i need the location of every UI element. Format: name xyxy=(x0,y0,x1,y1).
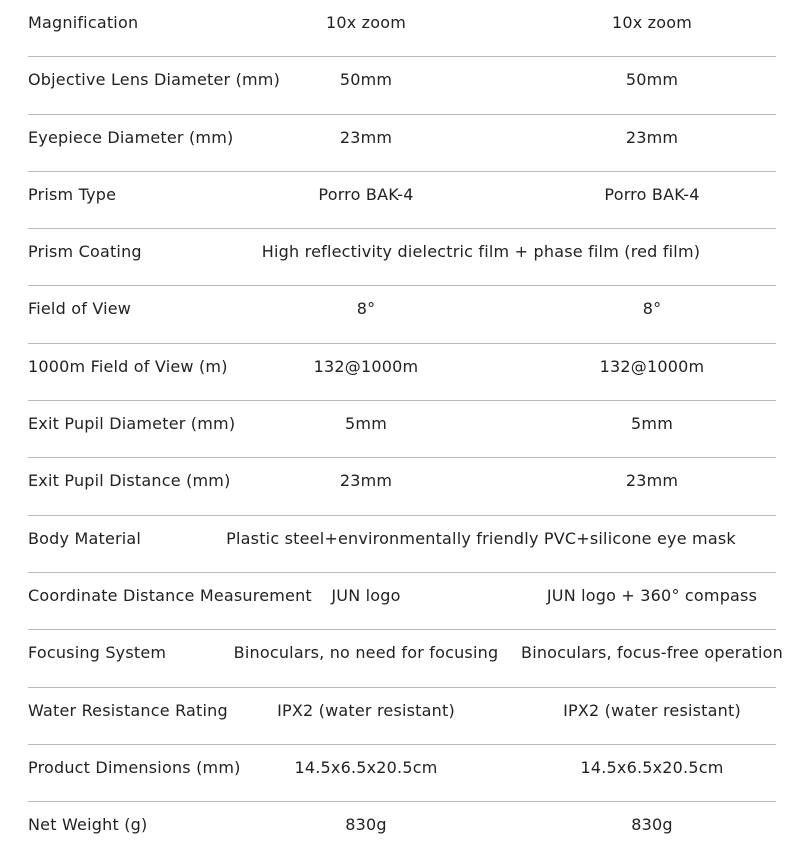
spec-row-net-weight xyxy=(28,802,776,858)
spec-value-model-1: 10x zoom xyxy=(325,13,407,32)
spec-row-field-of-view xyxy=(28,286,776,343)
spec-label: Prism Coating xyxy=(28,242,142,262)
spec-row-1000m-field-of-view xyxy=(28,344,776,401)
spec-value-model-2: JUN logo + 360° compass xyxy=(546,585,758,605)
spec-value-model-1: 132@1000m xyxy=(313,356,419,376)
spec-value-model-2: 23mm xyxy=(625,127,679,147)
spec-value-model-1: 14.5x6.5x20.5cm xyxy=(294,757,438,777)
spec-value-model-2: Porro BAK-4 xyxy=(604,184,700,204)
spec-label: Objective Lens Diameter (mm) xyxy=(28,70,281,90)
spec-row-objective-lens xyxy=(28,57,776,114)
spec-label: Prism Type xyxy=(28,184,117,204)
spec-label: Net Weight (g) xyxy=(28,815,148,835)
spec-value-model-1: 23mm xyxy=(339,127,393,147)
spec-label: Body Material xyxy=(28,528,142,548)
spec-value-model-1: IPX2 (water resistant) xyxy=(277,700,455,720)
spec-row-coordinate-distance xyxy=(28,573,776,630)
spec-value-model-2: 5mm xyxy=(631,414,673,434)
spec-value-model-2: Binoculars, focus-free operation xyxy=(521,643,783,663)
spec-value-model-2: 8° xyxy=(642,299,662,319)
spec-value-model-2: 14.5x6.5x20.5cm xyxy=(580,757,724,777)
spec-value-model-2: 830g xyxy=(631,815,673,835)
spec-label: Water Resistance Rating xyxy=(28,700,228,720)
spec-value-model-1: 5mm xyxy=(345,414,387,434)
spec-row-magnification xyxy=(28,0,776,57)
spec-label: Focusing System xyxy=(28,643,167,663)
spec-label: 1000m Field of View (m) xyxy=(28,356,228,376)
spec-value-model-2: IPX2 (water resistant) xyxy=(563,700,741,720)
spec-value-model-1: JUN logo xyxy=(331,585,401,605)
spec-row-water-resistance xyxy=(28,688,776,745)
spec-row-body-material xyxy=(28,516,776,573)
spec-row-exit-pupil-diameter xyxy=(28,401,776,458)
spec-value-model-1: 23mm xyxy=(339,471,393,491)
spec-value-model-1: 8° xyxy=(356,299,376,319)
spec-value-model-1: 50mm xyxy=(339,70,393,90)
spec-label: Exit Pupil Distance (mm) xyxy=(28,471,231,491)
spec-label: Field of View xyxy=(28,299,132,319)
spec-row-exit-pupil-distance xyxy=(28,458,776,515)
spec-row-eyepiece xyxy=(28,115,776,172)
spec-value-model-1: Porro BAK-4 xyxy=(318,184,414,204)
spec-row-prism-type xyxy=(28,172,776,229)
spec-value-model-2: 132@1000m xyxy=(599,356,705,376)
spec-label: Magnification xyxy=(28,13,139,32)
spec-label: Exit Pupil Diameter (mm) xyxy=(28,414,236,434)
spec-value-model-1: 830g xyxy=(345,815,387,835)
spec-value-model-2: 50mm xyxy=(625,70,679,90)
spec-value-model-1: Binoculars, no need for focusing xyxy=(233,643,499,663)
spec-label: Eyepiece Diameter (mm) xyxy=(28,127,234,147)
spec-value-model-2: 23mm xyxy=(625,471,679,491)
spec-row-focusing-system xyxy=(28,630,783,687)
spec-row-prism-coating xyxy=(28,229,776,286)
spec-label: Coordinate Distance Measurement xyxy=(28,585,312,605)
spec-label: Product Dimensions (mm) xyxy=(28,757,241,777)
spec-value-model-2: 10x zoom xyxy=(611,13,693,32)
spec-value-shared: High reflectivity dielectric film + phase film (red film) xyxy=(261,242,701,262)
spec-row-product-dimensions xyxy=(28,745,776,802)
spec-value-shared: Plastic steel+environmentally friendly PVC+silicone eye mask xyxy=(226,528,736,548)
